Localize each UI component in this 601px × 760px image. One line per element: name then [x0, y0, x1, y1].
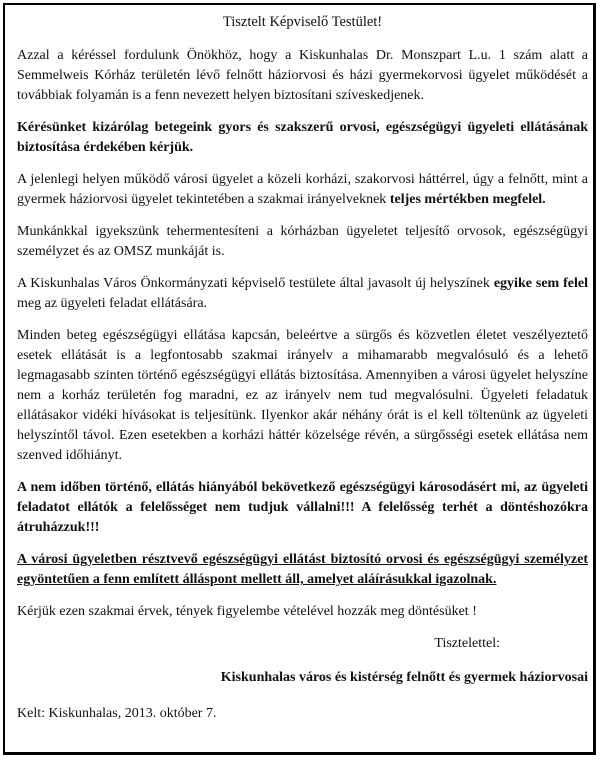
paragraph-current-location-emphasis: teljes mértékben megfelel.: [389, 192, 546, 207]
letter-salutation: Tisztelt Képviselő Testület!: [222, 14, 383, 30]
closing-greeting: Tisztelettel:: [434, 636, 500, 651]
paragraph-request-reason: Kérésünket kizárólag betegeink gyors és szakszerű orvosi, egészségügyi ügyeleti ellátásának biztosítása érdekében kérjük.: [17, 120, 588, 155]
paragraph-new-locations-emphasis: egyike sem felel: [493, 276, 589, 291]
closing-signature: Kiskunhalas város és kistérség felnőtt és gyermek háziorvosai: [220, 670, 588, 685]
paragraph-current-location: [17, 170, 588, 210]
paragraph-new-locations-text1: A Kiskunhalas Város Önkormányzati képviselő testülete által javasolt új helyszínek: [17, 276, 490, 291]
paragraph-responsibility: A nem időben történő, ellátás hiányából bekövetkező egészségügyi károsodásért mi, az ügyeleti feladatot ellátók a felelősséget nem tudjuk vállalni!!! A felelősség terhét a döntéshozókra átruházzuk!!!: [17, 480, 588, 535]
paragraph-care-guidelines: Minden beteg egészségügyi ellátása kapcsán, beleértve a sürgős és közvetlen életet veszélyeztető esetek ellátását is a legfontosabb szakmai irányelv a mihamarabb megvalósuló és a lehető legmagasabb szinten történő egészségügyi ellátás biztosítása. Amennyiben a városi ügyelet helyszíne nem a korház területén fog maradni, ez az irányelv nem tud megvalósulni. Ügyeleti feladatuk ellátásakor vidéki hívásokat is teljesítünk. Ilyenkor akár néhány órát is el kell töltenünk az ügyeleti helyszíntől távol. Ezen esetekben a korházi háttér közelsége révén, a sürgősségi esetek ellátása nem szenved időhiányt.: [17, 328, 588, 463]
letter-document: [17, 12, 588, 724]
paragraph-staff-support: A városi ügyeletben résztvevő egészségügyi ellátást biztosító orvosi és egészségügyi személyzet egyöntetűen a fenn említett álláspont mellett áll, amelyet aláírásukkal igazolnak.: [17, 552, 588, 587]
paragraph-request-decision: Kérjük ezen szakmai érvek, tények figyelembe vételével hozzák meg döntésüket !: [17, 604, 477, 619]
paragraph-new-locations: [17, 274, 588, 314]
paragraph-request: Azzal a kéréssel fordulunk Önökhöz, hogy a Kiskunhalas Dr. Monszpart L.u. 1 szám alatt a Semmelweis Kórház területén lévő felnőtt háziorvosi és házi gyermekorvosi ügyelet működését a továbbiak folyamán is a fenn nevezett helyen biztosítani szíveskedjenek.: [17, 48, 588, 103]
paragraph-workload: Munkánkkal igyekszünk tehermentesíteni a kórházban ügyeletet teljesítő orvosok, egészségügyi személyzet és az OMSZ munkáját is.: [17, 224, 588, 259]
letter-closing: [17, 634, 588, 688]
paragraph-current-location-text: A jelenlegi helyen működő városi ügyelet a közeli korházi, szakorvosi háttérrel, úgy a felnőtt, mint a gyermek háziorvosi ügyelet tekintetében a szakmai irányelveknek: [17, 172, 588, 207]
paragraph-new-locations-text2: meg az ügyeleti feladat ellátására.: [17, 296, 208, 311]
letter-date: Kelt: Kiskunhalas, 2013. október 7.: [17, 706, 217, 721]
